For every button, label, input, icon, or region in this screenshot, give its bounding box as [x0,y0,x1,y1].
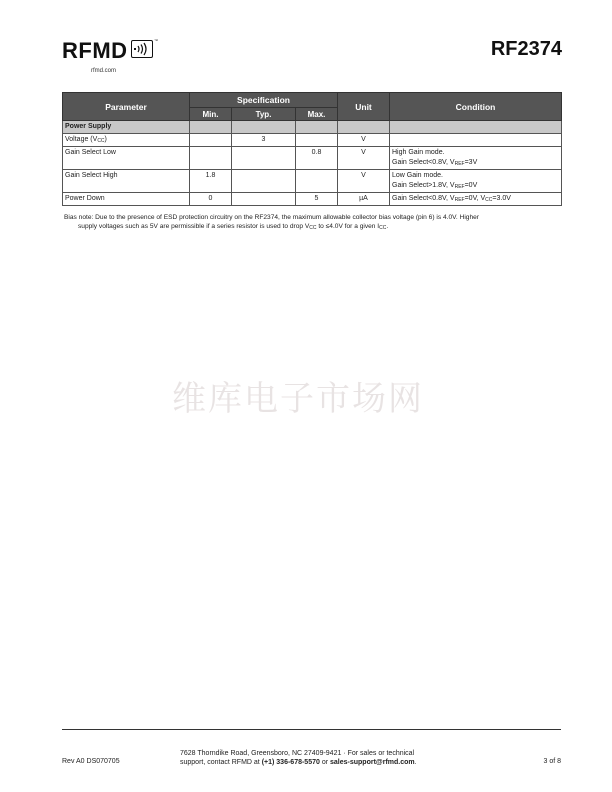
table-row [63,134,562,147]
condition-cell: High Gain mode. Gain Select<0.8V, $V_{REF}=3V$ [390,147,562,170]
param-cell: Gain Select High [63,170,190,193]
min-cell [190,134,232,147]
min-cell: 0 [190,193,232,206]
table-row [63,170,562,193]
header-min: Min. [190,108,232,121]
header-max: Max. [296,108,338,121]
header-typ: Typ. [232,108,296,121]
param-cell: Power Down [63,193,190,206]
phone-number: (+1) 336-678-5570 [261,759,320,766]
max-cell [296,134,338,147]
max-cell: 5 [296,193,338,206]
min-cell [190,147,232,170]
specification-table [62,92,562,206]
footer-contact: 7628 Thorndike Road, Greensboro, NC 27409-9421 · For sales or technical support, contact RFMD at (+1) 336-678-5570 or sales-support@rfmd.com. [180,750,417,766]
page-number: 3 of 8 [543,758,561,765]
condition-cell: Low Gain mode. Gain Select>1.8V, $V_{REF}=0V$ [390,170,562,193]
max-cell [296,170,338,193]
section-row [63,121,562,134]
table-row [63,147,562,170]
support-email-link[interactable]: sales-support@rfmd.com [330,759,415,766]
company-logo [62,38,162,78]
unit-cell: V [338,134,390,147]
logo-wordmark: RFMD [62,38,128,63]
unit-cell: V [338,147,390,170]
condition-cell: Gain Select<0.8V, $V_{REF}=0V$, $V_{CC}=3.0V$ [390,193,562,206]
header-specification: Specification [190,93,338,108]
part-number-title: RF2374 [490,38,562,60]
param-cell: Voltage $(V_{CC})$ [63,134,190,147]
signal-waves-icon [131,40,153,58]
typ-cell [232,193,296,206]
table-row [63,193,562,206]
typ-cell [232,147,296,170]
footer-divider [62,729,561,730]
logo-url: rfmd.com [91,68,117,74]
max-cell: 0.8 [296,147,338,170]
unit-cell: µA [338,193,390,206]
header-condition: Condition [390,93,562,121]
bias-note: Bias note: Due to the presence of ESD protection circuitry on the RF2374, the maximum allowable collector bias voltage (pin 6) is 4.0V. Higher supply voltages such as 5V are permissible if a series resistor is used to drop $V_{CC}$ to ≤4.0V for a given $I_{CC}$. [64,214,480,231]
unit-cell: V [338,170,390,193]
typ-cell: 3 [232,134,296,147]
section-title: Power Supply [63,121,190,134]
param-cell: Gain Select Low [63,147,190,170]
trademark-symbol: ™ [154,38,158,43]
header-parameter: Parameter [63,93,190,121]
condition-cell [390,134,562,147]
min-cell: 1.8 [190,170,232,193]
watermark: 维库电子市场网 [172,379,424,419]
typ-cell [232,170,296,193]
revision-label: Rev A0 DS070705 [62,758,120,765]
header-unit: Unit [338,93,390,121]
